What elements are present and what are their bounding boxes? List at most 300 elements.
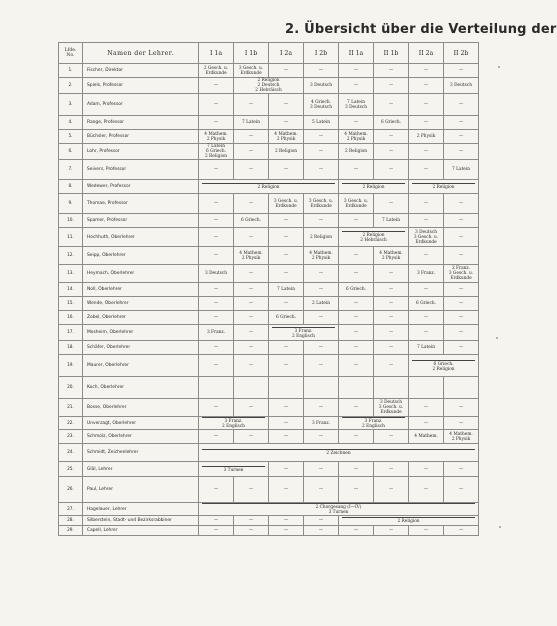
- lesson-cell: —: [199, 214, 234, 228]
- table-row: [59, 64, 479, 78]
- lesson-cell: —: [374, 462, 409, 477]
- lesson-cell: 2 Physik: [409, 130, 444, 144]
- lesson-cell: —: [234, 194, 269, 214]
- lesson-cell: 3 Gesch. u. Erdkunde: [304, 194, 339, 214]
- header-class: I 2b: [304, 43, 339, 64]
- table-row: [59, 503, 479, 516]
- lesson-cell: —: [199, 516, 234, 526]
- lesson-cell: —: [234, 130, 269, 144]
- lesson-cell: —: [339, 78, 374, 94]
- lesson-cell: —: [409, 477, 444, 503]
- lesson-cell: —: [269, 297, 304, 311]
- lesson-cell: —: [269, 160, 304, 180]
- lesson-cell: —: [374, 325, 409, 341]
- lesson-cell: —: [304, 516, 339, 526]
- lesson-span-cell: [339, 180, 409, 194]
- lesson-cell: —: [269, 477, 304, 503]
- table-row: [59, 160, 479, 180]
- lesson-cell: —: [269, 214, 304, 228]
- lesson-cell: —: [199, 78, 234, 94]
- lesson-cell: —: [199, 283, 234, 297]
- lesson-span-cell: [339, 516, 479, 526]
- lesson-cell: —: [304, 526, 339, 536]
- lesson-cell: —: [199, 297, 234, 311]
- lesson-cell: —: [269, 516, 304, 526]
- spanning-bracket: 2 Zeichnen: [202, 449, 475, 456]
- teacher-name: Zobel, Oberlehrer: [83, 311, 199, 325]
- lesson-cell: 3 Franz.: [304, 417, 339, 430]
- lesson-cell: —: [409, 160, 444, 180]
- lesson-cell: 3 Gesch. u. Erdkunde: [339, 194, 374, 214]
- row-number: 21.: [59, 399, 83, 417]
- lesson-cell: —: [374, 194, 409, 214]
- lesson-cell: 3 Gesch. u. Erdkunde: [234, 64, 269, 78]
- row-number: 25.: [59, 462, 83, 477]
- table-row: [59, 526, 479, 536]
- lesson-cell: —: [304, 144, 339, 160]
- header-class: II 1b: [374, 43, 409, 64]
- lesson-cell: —: [339, 399, 374, 417]
- lesson-cell: —: [269, 399, 304, 417]
- spanning-bracket: 2 Religion: [202, 183, 335, 190]
- lesson-cell: —: [444, 399, 479, 417]
- lesson-cell: —: [374, 477, 409, 503]
- lesson-cell: —: [444, 462, 479, 477]
- lesson-cell: —: [339, 247, 374, 265]
- lesson-cell: [234, 377, 269, 399]
- lesson-span-cell: [199, 462, 269, 477]
- lesson-cell: —: [269, 94, 304, 116]
- spanning-bracket: 2 Religion: [342, 517, 475, 524]
- lesson-cell: —: [374, 160, 409, 180]
- lesson-cell: —: [374, 355, 409, 377]
- table-row: [59, 144, 479, 160]
- lesson-cell: —: [234, 399, 269, 417]
- lesson-cell: [444, 377, 479, 399]
- row-number: 17.: [59, 325, 83, 341]
- table-row: [59, 377, 479, 399]
- lesson-cell: —: [339, 64, 374, 78]
- teacher-name: Unverzagt, Oberlehrer: [83, 417, 199, 430]
- teacher-name: Bosse, Oberlehrer: [83, 399, 199, 417]
- lesson-cell: —: [409, 526, 444, 536]
- margin-speck: [499, 526, 501, 528]
- teacher-name: Mosheim, Oberlehrer: [83, 325, 199, 341]
- teacher-name: Fischer, Direktor: [83, 64, 199, 78]
- lesson-cell: 2 Franz. 3 Gesch. u. Erdkunde: [444, 265, 479, 283]
- lesson-cell: —: [304, 130, 339, 144]
- lesson-cell: —: [409, 283, 444, 297]
- table-row: [59, 214, 479, 228]
- lesson-cell: [304, 377, 339, 399]
- lesson-cell: —: [409, 247, 444, 265]
- lesson-cell: —: [339, 265, 374, 283]
- table-row: [59, 417, 479, 430]
- lesson-cell: —: [409, 194, 444, 214]
- row-number: 3.: [59, 94, 83, 116]
- lesson-cell: 7 Latein: [409, 341, 444, 355]
- row-number: 26.: [59, 477, 83, 503]
- lesson-cell: —: [374, 311, 409, 325]
- lesson-cell: 7 Latein: [234, 116, 269, 130]
- lesson-cell: —: [444, 526, 479, 536]
- lesson-cell: —: [374, 297, 409, 311]
- row-number: 11.: [59, 228, 83, 247]
- row-number: 14.: [59, 283, 83, 297]
- lesson-cell: —: [269, 526, 304, 536]
- teacher-name: Gläl, Lehrer: [83, 462, 199, 477]
- teacher-name: Maurer, Oberlehrer: [83, 355, 199, 377]
- teacher-name: Lohr, Professor: [83, 144, 199, 160]
- lesson-cell: —: [444, 214, 479, 228]
- row-number: 20.: [59, 377, 83, 399]
- lesson-cell: 2 Religion: [304, 228, 339, 247]
- lesson-cell: —: [269, 228, 304, 247]
- lesson-cell: —: [409, 116, 444, 130]
- lesson-cell: —: [234, 516, 269, 526]
- lesson-cell: —: [199, 355, 234, 377]
- lesson-cell: —: [304, 477, 339, 503]
- teacher-name: Thomae, Professor: [83, 194, 199, 214]
- lesson-cell: —: [269, 341, 304, 355]
- spanning-bracket: 2 Religion 2 Hebräisch: [342, 231, 405, 243]
- row-number: 6.: [59, 144, 83, 160]
- spanning-bracket: 6 Griech. 2 Religion: [412, 360, 475, 372]
- lesson-cell: —: [269, 430, 304, 444]
- lesson-cell: —: [339, 311, 374, 325]
- spanning-bracket: 2 Chorgesang (I—IV) 3 Turnen: [202, 503, 475, 515]
- row-number: 12.: [59, 247, 83, 265]
- header-number: Lfde. No.: [59, 43, 83, 64]
- lesson-cell: —: [374, 341, 409, 355]
- lesson-span-cell: [199, 417, 269, 430]
- lesson-cell: —: [269, 116, 304, 130]
- table-row: [59, 516, 479, 526]
- lesson-span-cell: [409, 180, 479, 194]
- lesson-cell: 6 Griech.: [374, 116, 409, 130]
- lesson-cell: —: [374, 130, 409, 144]
- lesson-cell: —: [444, 144, 479, 160]
- row-number: 2.: [59, 78, 83, 94]
- lesson-cell: —: [409, 462, 444, 477]
- lesson-span-cell: [199, 180, 339, 194]
- table-row: [59, 444, 479, 462]
- lesson-cell: 7 Latein: [444, 160, 479, 180]
- table-row: [59, 399, 479, 417]
- lesson-cell: 3 Deutsch 3 Gesch. u. Erdkunde: [374, 399, 409, 417]
- lesson-span-cell: [339, 228, 409, 247]
- lesson-cell: —: [374, 94, 409, 116]
- table-row: [59, 194, 479, 214]
- lesson-cell: 4 Mathem.: [409, 430, 444, 444]
- lesson-cell: —: [199, 228, 234, 247]
- teacher-distribution-table: [58, 42, 479, 536]
- lesson-cell: —: [304, 355, 339, 377]
- lesson-cell: —: [199, 430, 234, 444]
- page-title: 2. Übersicht über die Verteilung der: [285, 22, 557, 37]
- header-class: II 1a: [339, 43, 374, 64]
- teacher-name: Seipp, Oberlehrer: [83, 247, 199, 265]
- row-number: 1.: [59, 64, 83, 78]
- spanning-bracket: 3 Franz. 2 Englisch: [342, 417, 405, 429]
- lesson-cell: —: [409, 399, 444, 417]
- teacher-name: Spiels, Professor: [83, 78, 199, 94]
- lesson-cell: 2 Gesch. u. Erdkunde: [199, 64, 234, 78]
- spanning-bracket: 3 Franz. 2 Englisch: [272, 327, 335, 339]
- teacher-name: Schmolz, Oberlehrer: [83, 430, 199, 444]
- lesson-cell: —: [199, 341, 234, 355]
- lesson-cell: —: [269, 247, 304, 265]
- spanning-bracket: 2 Religion: [412, 183, 475, 190]
- lesson-cell: 4 Mathem. 2 Physik: [444, 430, 479, 444]
- lesson-cell: —: [199, 247, 234, 265]
- table-row: [59, 228, 479, 247]
- lesson-cell: 3 Deutsch: [199, 265, 234, 283]
- row-number: 24.: [59, 444, 83, 462]
- lesson-cell: —: [269, 265, 304, 283]
- lesson-cell: 4 Mathem. 2 Physik: [304, 247, 339, 265]
- lesson-cell: [199, 377, 234, 399]
- lesson-cell: —: [234, 311, 269, 325]
- row-number: 13.: [59, 265, 83, 283]
- teacher-name: Capell, Lehrer: [83, 526, 199, 536]
- lesson-cell: —: [444, 417, 479, 430]
- lesson-cell: —: [409, 311, 444, 325]
- lesson-cell: [339, 377, 374, 399]
- teacher-name: Schäfer, Oberlehrer: [83, 341, 199, 355]
- lesson-cell: 5 Latein: [304, 116, 339, 130]
- lesson-cell: —: [409, 417, 444, 430]
- lesson-cell: —: [339, 297, 374, 311]
- teacher-name: Spamer, Professor: [83, 214, 199, 228]
- lesson-cell: —: [339, 214, 374, 228]
- lesson-cell: —: [444, 64, 479, 78]
- lesson-cell: 7 Latein: [374, 214, 409, 228]
- lesson-cell: —: [444, 341, 479, 355]
- lesson-cell: 2 Religion: [339, 144, 374, 160]
- row-number: 7.: [59, 160, 83, 180]
- teacher-name: Paul, Lehrer: [83, 477, 199, 503]
- lesson-cell: —: [234, 477, 269, 503]
- lesson-cell: —: [269, 462, 304, 477]
- lesson-cell: 4 Griech. 3 Deutsch: [304, 94, 339, 116]
- lesson-cell: —: [199, 160, 234, 180]
- lesson-span-cell: [199, 503, 479, 516]
- lesson-cell: 6 Griech.: [234, 214, 269, 228]
- teacher-name: Adam, Professor: [83, 94, 199, 116]
- lesson-cell: —: [374, 283, 409, 297]
- lesson-cell: —: [374, 64, 409, 78]
- table-row: [59, 462, 479, 477]
- table-row: [59, 116, 479, 130]
- table-row: [59, 477, 479, 503]
- row-number: 15.: [59, 297, 83, 311]
- lesson-cell: —: [234, 144, 269, 160]
- teacher-name: Wende, Oberlehrer: [83, 297, 199, 311]
- lesson-cell: —: [234, 297, 269, 311]
- table-row: [59, 311, 479, 325]
- lesson-cell: —: [304, 265, 339, 283]
- row-number: 9.: [59, 194, 83, 214]
- lesson-cell: —: [339, 341, 374, 355]
- lesson-cell: —: [234, 228, 269, 247]
- table-row: [59, 341, 479, 355]
- lesson-cell: —: [234, 283, 269, 297]
- lesson-cell: —: [444, 325, 479, 341]
- lesson-cell: —: [199, 116, 234, 130]
- lesson-cell: 3 Franz.: [199, 325, 234, 341]
- lesson-cell: —: [374, 430, 409, 444]
- teacher-name: Heymach, Oberlehrer: [83, 265, 199, 283]
- row-number: 19.: [59, 355, 83, 377]
- lesson-cell: 3 Gesch. u. Erdkunde: [269, 194, 304, 214]
- lesson-cell: —: [444, 283, 479, 297]
- margin-speck: [498, 66, 500, 68]
- lesson-cell: 3 Franz.: [409, 265, 444, 283]
- lesson-cell: 4 Mathem. 2 Physik: [234, 247, 269, 265]
- lesson-cell: —: [234, 160, 269, 180]
- teacher-name: Wedewer, Professor: [83, 180, 199, 194]
- table-row: [59, 130, 479, 144]
- lesson-cell: —: [374, 265, 409, 283]
- lesson-cell: 7 Latein 6 Griech. 2 Religion: [199, 144, 234, 160]
- lesson-cell: 6 Griech.: [269, 311, 304, 325]
- teacher-name: Silberstein, Stadt- und Bezirksrabbiner: [83, 516, 199, 526]
- lesson-cell: —: [339, 116, 374, 130]
- table-row: [59, 297, 479, 311]
- header-class: I 1b: [234, 43, 269, 64]
- header-teacher-name: Namen der Lehrer.: [83, 43, 199, 64]
- lesson-cell: —: [199, 399, 234, 417]
- lesson-cell: 6 Griech.: [409, 297, 444, 311]
- lesson-cell: —: [444, 297, 479, 311]
- lesson-cell: [374, 377, 409, 399]
- lesson-cell: —: [444, 311, 479, 325]
- lesson-cell: 2 Religion 2 Deutsch 2 Hebräisch: [234, 78, 304, 94]
- row-number: 16.: [59, 311, 83, 325]
- lesson-cell: —: [409, 94, 444, 116]
- lesson-cell: —: [269, 417, 304, 430]
- lesson-cell: —: [234, 265, 269, 283]
- lesson-cell: 3 Deutsch: [444, 78, 479, 94]
- lesson-cell: —: [444, 116, 479, 130]
- row-number: 23.: [59, 430, 83, 444]
- table-row: [59, 283, 479, 297]
- lesson-cell: —: [304, 160, 339, 180]
- lesson-cell: 4 Mathem. 2 Physik: [339, 130, 374, 144]
- lesson-cell: —: [444, 194, 479, 214]
- row-number: 10.: [59, 214, 83, 228]
- lesson-cell: —: [374, 78, 409, 94]
- lesson-cell: —: [409, 325, 444, 341]
- lesson-cell: —: [304, 399, 339, 417]
- lesson-cell: —: [374, 526, 409, 536]
- lesson-cell: —: [339, 477, 374, 503]
- lesson-cell: —: [409, 214, 444, 228]
- lesson-cell: —: [444, 228, 479, 247]
- spanning-bracket: 3 Franz. 2 Englisch: [202, 417, 265, 429]
- lesson-cell: —: [199, 526, 234, 536]
- lesson-cell: 7 Latein: [269, 283, 304, 297]
- lesson-cell: —: [199, 477, 234, 503]
- lesson-cell: —: [339, 430, 374, 444]
- lesson-cell: 4 Mathem. 2 Physik: [269, 130, 304, 144]
- lesson-span-cell: [409, 355, 479, 377]
- table-body: [59, 64, 479, 536]
- lesson-cell: 4 Mathem. 2 Physik: [199, 130, 234, 144]
- table-row: [59, 265, 479, 283]
- lesson-cell: —: [339, 526, 374, 536]
- lesson-cell: —: [444, 94, 479, 116]
- lesson-cell: 6 Griech.: [339, 283, 374, 297]
- lesson-cell: —: [374, 144, 409, 160]
- lesson-span-cell: [339, 417, 409, 430]
- header-class: I 1a: [199, 43, 234, 64]
- lesson-cell: —: [444, 247, 479, 265]
- lesson-cell: —: [339, 355, 374, 377]
- row-number: 28.: [59, 516, 83, 526]
- table-row: [59, 94, 479, 116]
- lesson-cell: —: [199, 311, 234, 325]
- lesson-cell: [269, 377, 304, 399]
- teacher-name: Hagelauer, Lehrer: [83, 503, 199, 516]
- lesson-cell: —: [234, 94, 269, 116]
- margin-speck: [496, 337, 498, 339]
- lesson-cell: 3 Deutsch 3 Gesch. u. Erdkunde: [409, 228, 444, 247]
- row-number: 8.: [59, 180, 83, 194]
- lesson-cell: 7 Latein 3 Deutsch: [339, 94, 374, 116]
- lesson-cell: —: [409, 64, 444, 78]
- lesson-cell: —: [409, 78, 444, 94]
- lesson-span-cell: [199, 444, 479, 462]
- lesson-cell: —: [199, 94, 234, 116]
- spanning-bracket: 2 Religion: [342, 183, 405, 190]
- teacher-name: Range, Professor: [83, 116, 199, 130]
- lesson-cell: —: [304, 64, 339, 78]
- lesson-cell: —: [304, 462, 339, 477]
- teacher-name: Büchsler, Professor: [83, 130, 199, 144]
- table-row: [59, 78, 479, 94]
- header-class: I 2a: [269, 43, 304, 64]
- lesson-cell: —: [269, 355, 304, 377]
- row-number: 27.: [59, 503, 83, 516]
- table-row: [59, 430, 479, 444]
- spanning-bracket: 3 Turnen: [202, 466, 265, 473]
- teacher-name: Seivers, Professor: [83, 160, 199, 180]
- table-header-row: [59, 43, 479, 64]
- lesson-cell: —: [234, 526, 269, 536]
- lesson-cell: —: [234, 430, 269, 444]
- teacher-name: Koch, Oberlehrer: [83, 377, 199, 399]
- header-class: II 2b: [444, 43, 479, 64]
- lesson-cell: —: [304, 311, 339, 325]
- lesson-cell: —: [234, 341, 269, 355]
- lesson-cell: —: [234, 355, 269, 377]
- lesson-cell: 4 Mathem. 2 Physik: [374, 247, 409, 265]
- lesson-cell: —: [339, 462, 374, 477]
- lesson-cell: —: [269, 64, 304, 78]
- teacher-name: Noll, Oberlehrer: [83, 283, 199, 297]
- lesson-cell: —: [339, 160, 374, 180]
- teacher-name: Hochhuth, Oberlehrer: [83, 228, 199, 247]
- row-number: 4.: [59, 116, 83, 130]
- row-number: 18.: [59, 341, 83, 355]
- table-row: [59, 325, 479, 341]
- lesson-cell: —: [444, 130, 479, 144]
- lesson-cell: 3 Deutsch: [304, 78, 339, 94]
- lesson-cell: —: [304, 430, 339, 444]
- row-number: 5.: [59, 130, 83, 144]
